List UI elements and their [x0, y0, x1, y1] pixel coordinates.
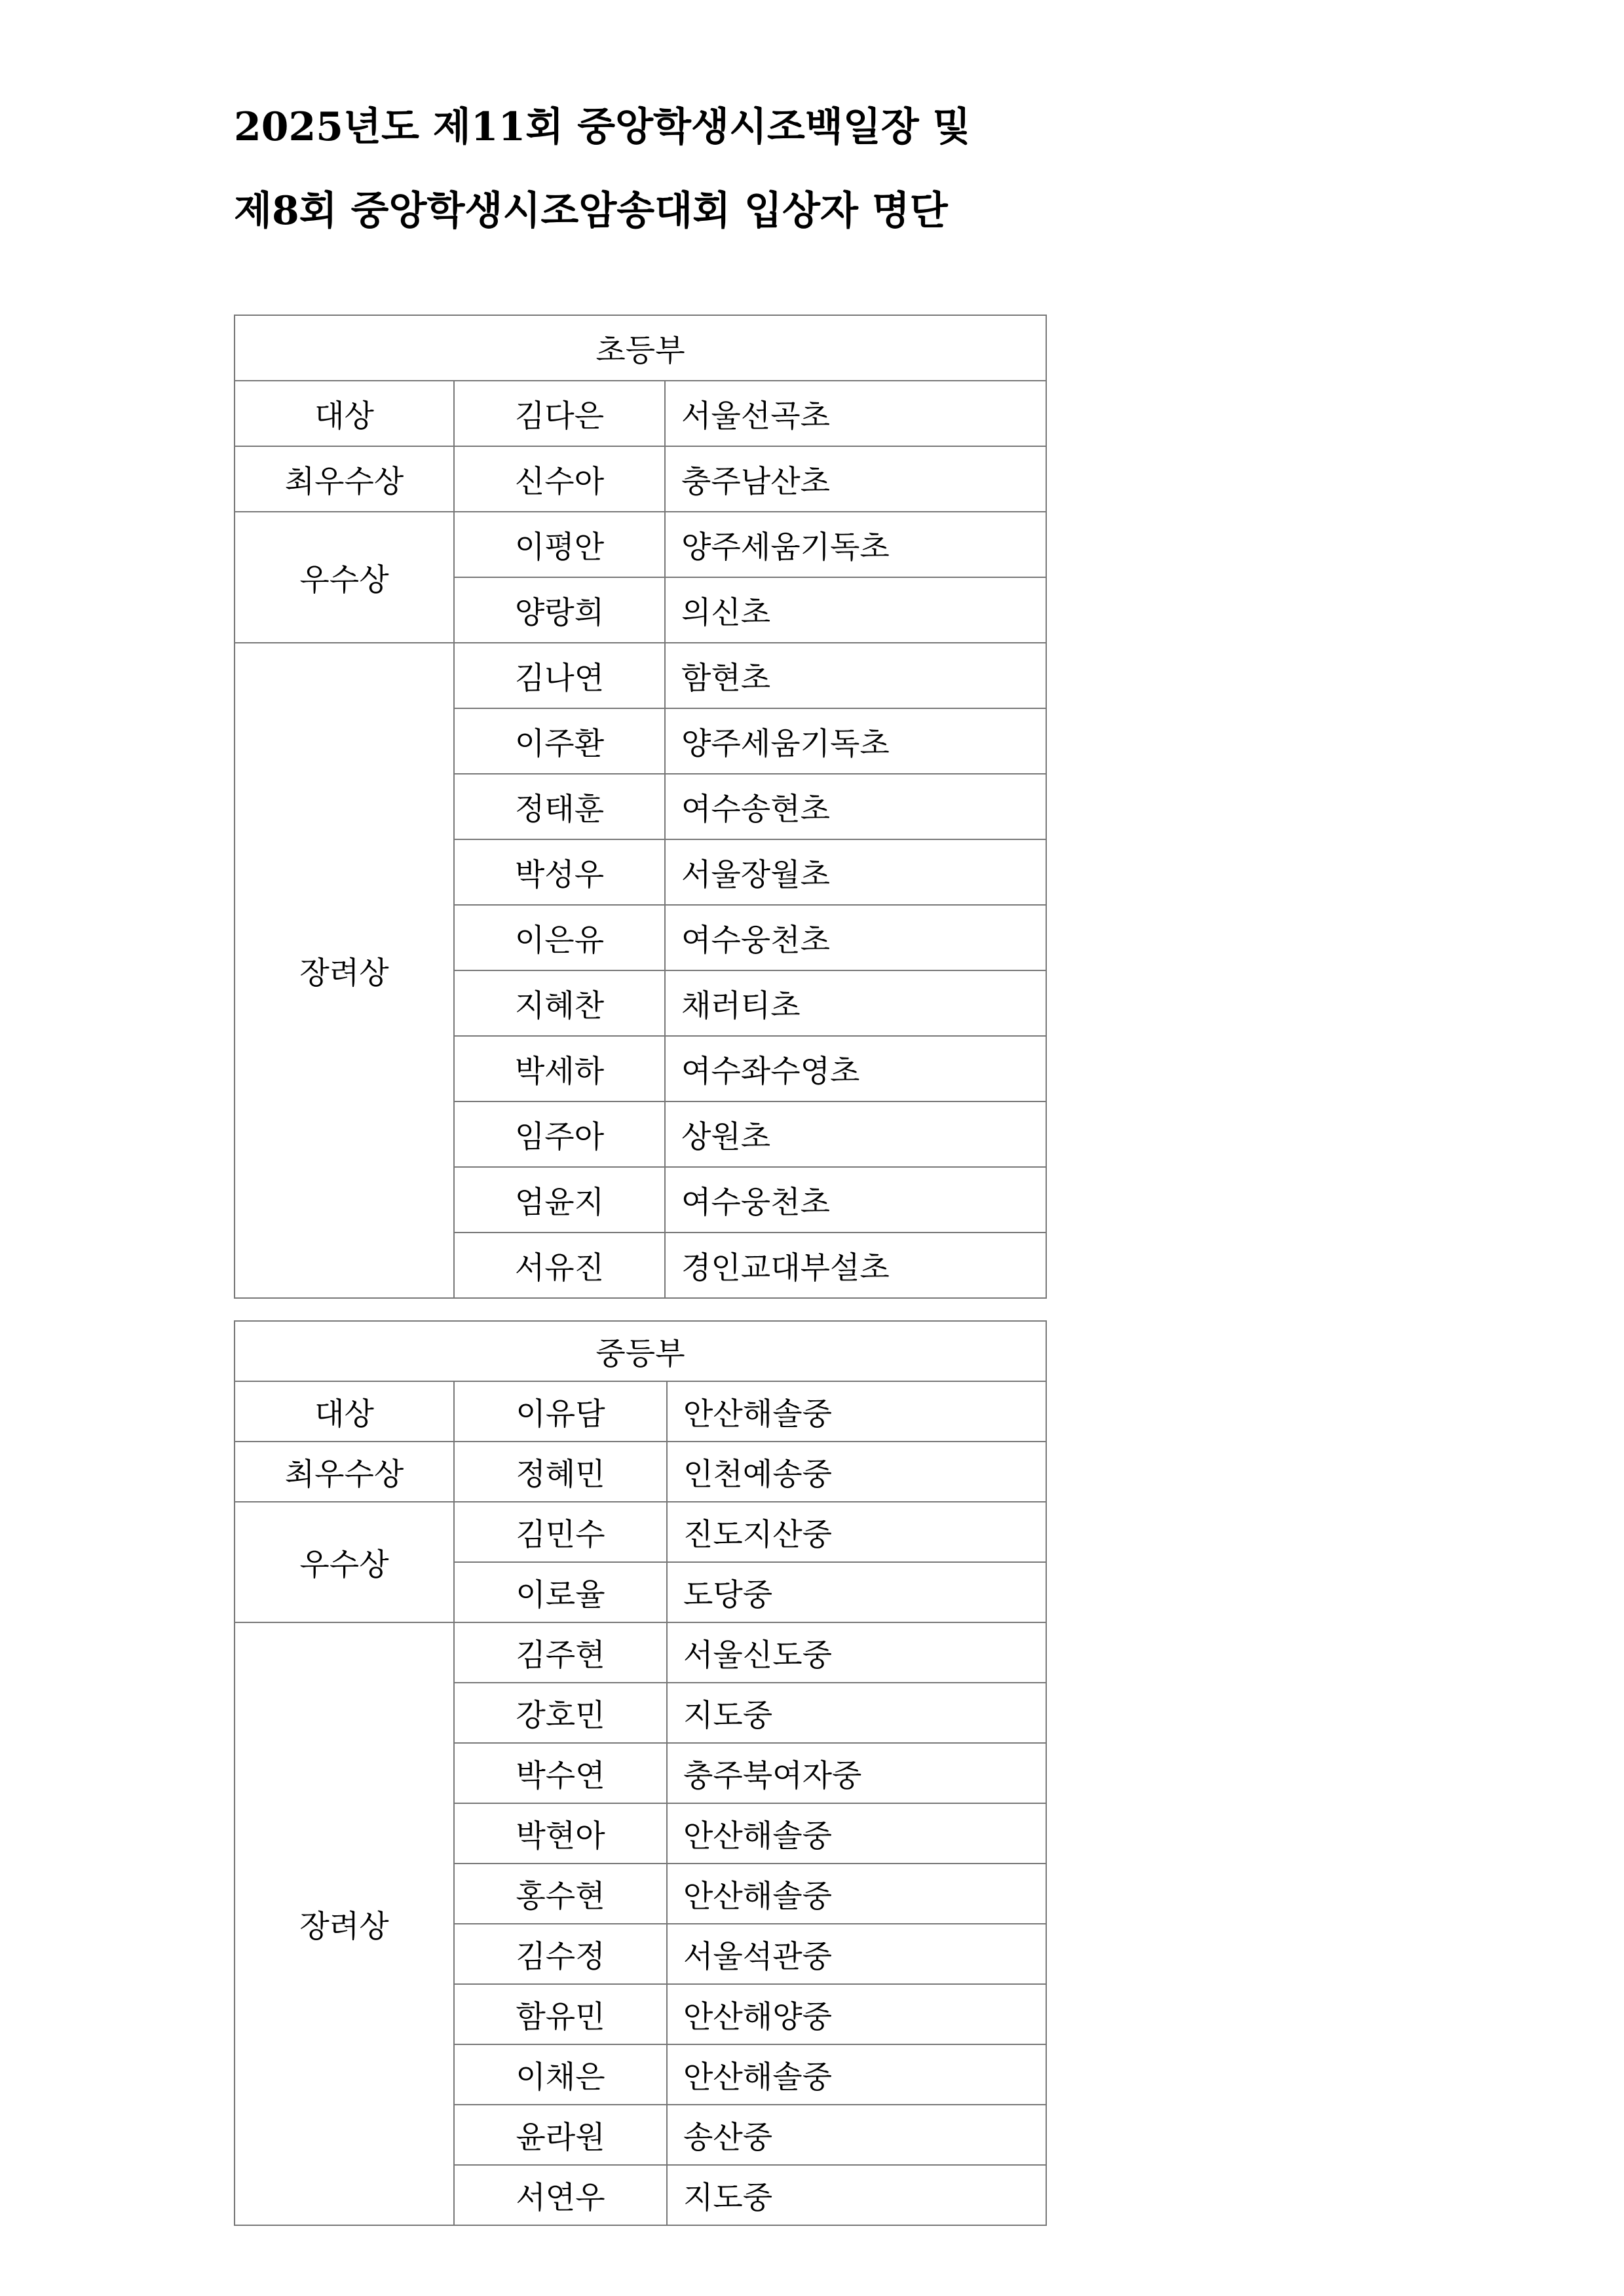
school-name: 안산해솔중 — [667, 2044, 1046, 2105]
page-title — [234, 85, 971, 253]
school-name: 충주남산초 — [665, 446, 1046, 512]
winner-name: 정혜민 — [454, 1442, 667, 1502]
winner-name: 이유담 — [454, 1381, 667, 1442]
award-name: 최우수상 — [235, 1442, 454, 1502]
winner-name: 이주환 — [454, 708, 665, 774]
winner-name: 서유진 — [454, 1233, 665, 1298]
winner-name: 이은유 — [454, 905, 665, 970]
winner-name: 정태훈 — [454, 774, 665, 839]
school-name: 여수좌수영초 — [665, 1036, 1046, 1101]
school-name: 양주세움기독초 — [665, 708, 1046, 774]
winner-name: 김나연 — [454, 643, 665, 708]
award-name: 대상 — [235, 1381, 454, 1442]
award-name: 우수상 — [235, 512, 454, 643]
title-line-1: 2025년도 제11회 중앙학생시조백일장 및 — [234, 104, 971, 150]
elementary-awards-table — [234, 315, 1047, 1299]
title-line-2: 제8회 중앙학생시조암송대회 입상자 명단 — [234, 188, 948, 234]
school-name: 송산중 — [667, 2105, 1046, 2165]
award-name: 우수상 — [235, 1502, 454, 1622]
table-row — [235, 512, 1046, 577]
school-name: 상원초 — [665, 1101, 1046, 1167]
table-row — [235, 1442, 1046, 1502]
winner-name: 지혜찬 — [454, 970, 665, 1036]
winner-name: 강호민 — [454, 1683, 667, 1743]
school-name: 안산해솔중 — [667, 1381, 1046, 1442]
school-name: 서울장월초 — [665, 839, 1046, 905]
winner-name: 함유민 — [454, 1984, 667, 2044]
school-name: 인천예송중 — [667, 1442, 1046, 1502]
winner-name: 이채은 — [454, 2044, 667, 2105]
award-name: 대상 — [235, 381, 454, 446]
school-name: 안산해양중 — [667, 1984, 1046, 2044]
school-name: 안산해솔중 — [667, 1803, 1046, 1864]
table-row — [235, 381, 1046, 446]
winner-name: 임주아 — [454, 1101, 665, 1167]
table-row — [235, 1502, 1046, 1562]
section-header: 초등부 — [235, 315, 1046, 381]
school-name: 서울신도중 — [667, 1622, 1046, 1683]
table-row — [235, 1381, 1046, 1442]
winner-name: 양랑희 — [454, 577, 665, 643]
school-name: 양주세움기독초 — [665, 512, 1046, 577]
school-name: 충주북여자중 — [667, 1743, 1046, 1803]
school-name: 여수웅천초 — [665, 905, 1046, 970]
school-name: 지도중 — [667, 1683, 1046, 1743]
section-header-row — [235, 1321, 1046, 1381]
table-row — [235, 446, 1046, 512]
middle-school-awards-table — [234, 1320, 1047, 2226]
school-name: 여수웅천초 — [665, 1167, 1046, 1233]
winner-name: 이로율 — [454, 1562, 667, 1622]
school-name: 채러티초 — [665, 970, 1046, 1036]
school-name: 의신초 — [665, 577, 1046, 643]
winner-name: 박성우 — [454, 839, 665, 905]
school-name: 함현초 — [665, 643, 1046, 708]
table-row — [235, 1622, 1046, 1683]
winner-name: 엄윤지 — [454, 1167, 665, 1233]
school-name: 안산해솔중 — [667, 1864, 1046, 1924]
winner-name: 박현아 — [454, 1803, 667, 1864]
winner-name: 윤라원 — [454, 2105, 667, 2165]
school-name: 서울선곡초 — [665, 381, 1046, 446]
winner-name: 서연우 — [454, 2165, 667, 2225]
school-name: 지도중 — [667, 2165, 1046, 2225]
award-name: 최우수상 — [235, 446, 454, 512]
school-name: 도당중 — [667, 1562, 1046, 1622]
school-name: 서울석관중 — [667, 1924, 1046, 1984]
section-header: 중등부 — [235, 1321, 1046, 1381]
winner-name: 김주현 — [454, 1622, 667, 1683]
winner-name: 박세하 — [454, 1036, 665, 1101]
winner-name: 홍수현 — [454, 1864, 667, 1924]
school-name: 여수송현초 — [665, 774, 1046, 839]
winner-name: 신수아 — [454, 446, 665, 512]
table-row — [235, 643, 1046, 708]
winner-name: 이평안 — [454, 512, 665, 577]
school-name: 진도지산중 — [667, 1502, 1046, 1562]
section-header-row — [235, 315, 1046, 381]
winner-name: 김민수 — [454, 1502, 667, 1562]
award-name: 장려상 — [235, 643, 454, 1298]
winner-name: 박수연 — [454, 1743, 667, 1803]
school-name: 경인교대부설초 — [665, 1233, 1046, 1298]
award-name: 장려상 — [235, 1622, 454, 2225]
winner-name: 김수정 — [454, 1924, 667, 1984]
winner-name: 김다은 — [454, 381, 665, 446]
